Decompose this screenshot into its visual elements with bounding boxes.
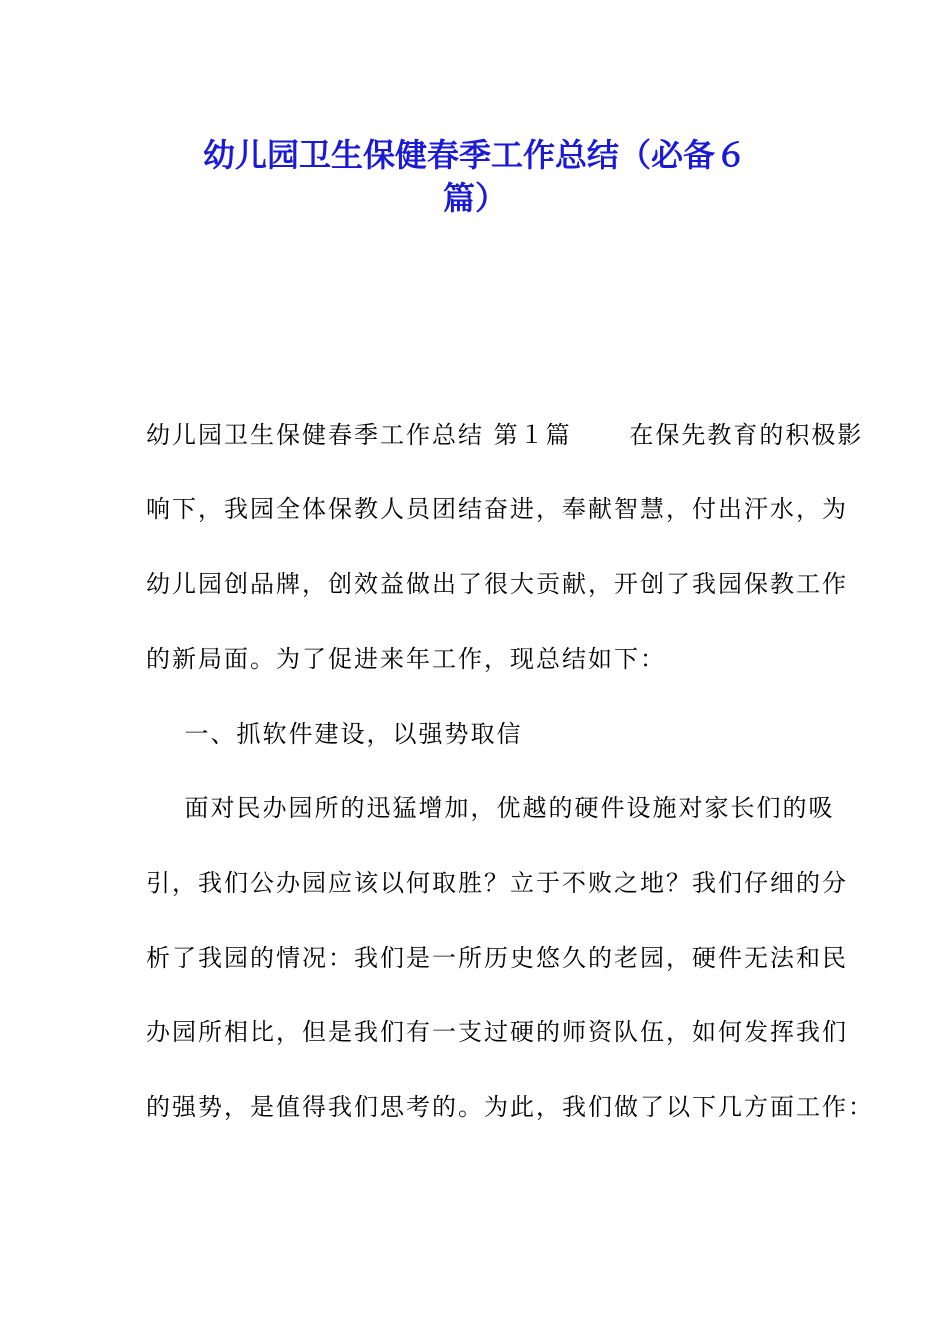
body-line: 的强势，是值得我们思考的。为此，我们做了以下几方面工作： — [146, 1093, 874, 1121]
document-title-line-1: 幼儿园卫生保健春季工作总结（必备６ — [202, 136, 747, 174]
body-line: 办园所相比，但是我们有一支过硬的师资队伍，如何发挥我们 — [146, 1018, 848, 1046]
document-title-line-2: 篇） — [442, 179, 507, 217]
body-line: 幼儿园创品牌，创效益做出了很大贡献，开创了我园保教工作 — [146, 570, 848, 598]
section-heading: 一、抓软件建设，以强势取信 — [146, 720, 523, 748]
body-line: 面对民办园所的迅猛增加，优越的硬件设施对家长们的吸 — [146, 794, 835, 822]
body-line: 的新局面。为了促进来年工作，现总结如下： — [146, 645, 666, 673]
body-line: 响下，我园全体保教人员团结奋进，奉献智慧，付出汗水，为 — [146, 495, 848, 523]
body-line: 析了我园的情况：我们是一所历史悠久的老园，硬件无法和民 — [146, 944, 848, 972]
body-line: 引，我们公办园应该以何取胜？立于不败之地？我们仔细的分 — [146, 869, 848, 897]
body-line: 幼儿园卫生保健春季工作总结 第１篇 在保先教育的积极影 — [146, 421, 864, 449]
